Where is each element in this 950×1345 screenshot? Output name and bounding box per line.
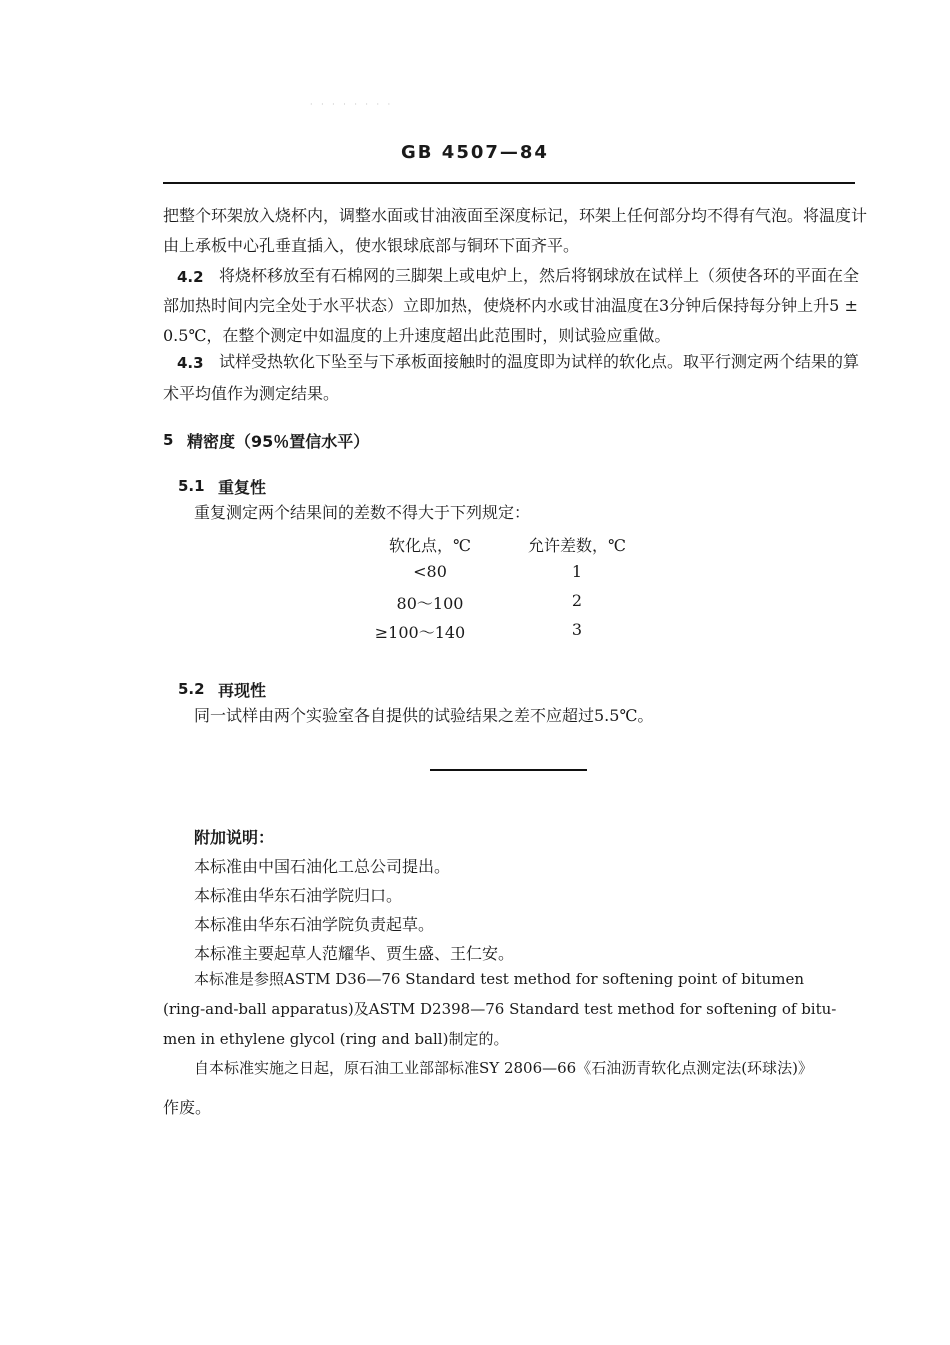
appendix-line: 本标准主要起草人范耀华、贾生盛、王仁安。 [194, 944, 515, 963]
appendix-supersede-line: 自本标准实施之日起，原石油工业部部标准SY 2806—66《石油沥青软化点测定法(环球法)》 [194, 1059, 813, 1077]
table-cell: ≥100～140 [374, 623, 466, 642]
clause-number: 4.2 [177, 268, 204, 286]
page-header-standard-code: GB 4507—84 [401, 142, 549, 163]
paragraph-line: 同一试样由两个实验室各自提供的试验结果之差不应超过5.5℃。 [194, 706, 654, 725]
clause-title: 再现性 [218, 681, 267, 700]
section-title: 精密度（95％置信水平） [187, 432, 370, 451]
appendix-reference-line: men in ethylene glycol (ring and ball)制定的。 [163, 1030, 509, 1048]
paragraph-line: 部加热时间内完全处于水平状态）立即加热，使烧杯内水或甘油温度在3分钟后保持每分钟上升5 ± [163, 296, 858, 315]
paragraph-line: 由上承板中心孔垂直插入，使水银球底部与铜环下面齐平。 [163, 236, 580, 255]
appendix-reference-line: 本标准是参照ASTM D36—76 Standard test method for softening point of bitumen [194, 970, 805, 988]
paragraph-line: 试样受热软化下坠至与下承板面接触时的温度即为试样的软化点。取平行测定两个结果的算 [219, 352, 860, 371]
paragraph-line: 把整个环架放入烧杯内，调整水面或甘油液面至深度标记，环架上任何部分均不得有气泡。将温度计 [163, 206, 868, 225]
clause-number: 5.2 [178, 680, 205, 698]
section-number: 5 [163, 431, 174, 449]
clause-number: 5.1 [178, 477, 205, 495]
table-header-allowed-difference: 允许差数，℃ [528, 536, 626, 555]
appendix-line: 本标准由华东石油学院归口。 [194, 886, 403, 905]
clause-title: 重复性 [218, 478, 267, 497]
table-cell: 2 [571, 591, 583, 610]
paragraph-line: 0.5℃，在整个测定中如温度的上升速度超出此范围时，则试验应重做。 [163, 326, 671, 345]
appendix-supersede-line: 作废。 [163, 1098, 212, 1117]
table-cell: <80 [413, 562, 447, 581]
table-cell: 80～100 [396, 594, 464, 613]
clause-number: 4.3 [177, 354, 204, 372]
appendix-line: 本标准由中国石油化工总公司提出。 [194, 857, 451, 876]
table-cell: 3 [571, 620, 583, 639]
paragraph-line: 将烧杯移放至有石棉网的三脚架上或电炉上，然后将钢球放在试样上（须使各环的平面在全 [219, 266, 860, 285]
appendix-line: 本标准由华东石油学院负责起草。 [194, 915, 435, 934]
end-rule [430, 769, 587, 771]
appendix-heading: 附加说明： [194, 828, 275, 847]
paragraph-line: 术平均值作为测定结果。 [163, 384, 340, 403]
table-cell: 1 [571, 562, 583, 581]
table-header-softening-point: 软化点，℃ [389, 536, 471, 555]
table-intro: 重复测定两个结果间的差数不得大于下列规定： [194, 503, 531, 522]
appendix-reference-line: (ring-and-ball apparatus)及ASTM D2398—76 Standard test method for softening of bitu- [163, 1000, 837, 1018]
scan-artifact: · · · · · · · · [310, 100, 394, 109]
header-rule [163, 182, 855, 184]
